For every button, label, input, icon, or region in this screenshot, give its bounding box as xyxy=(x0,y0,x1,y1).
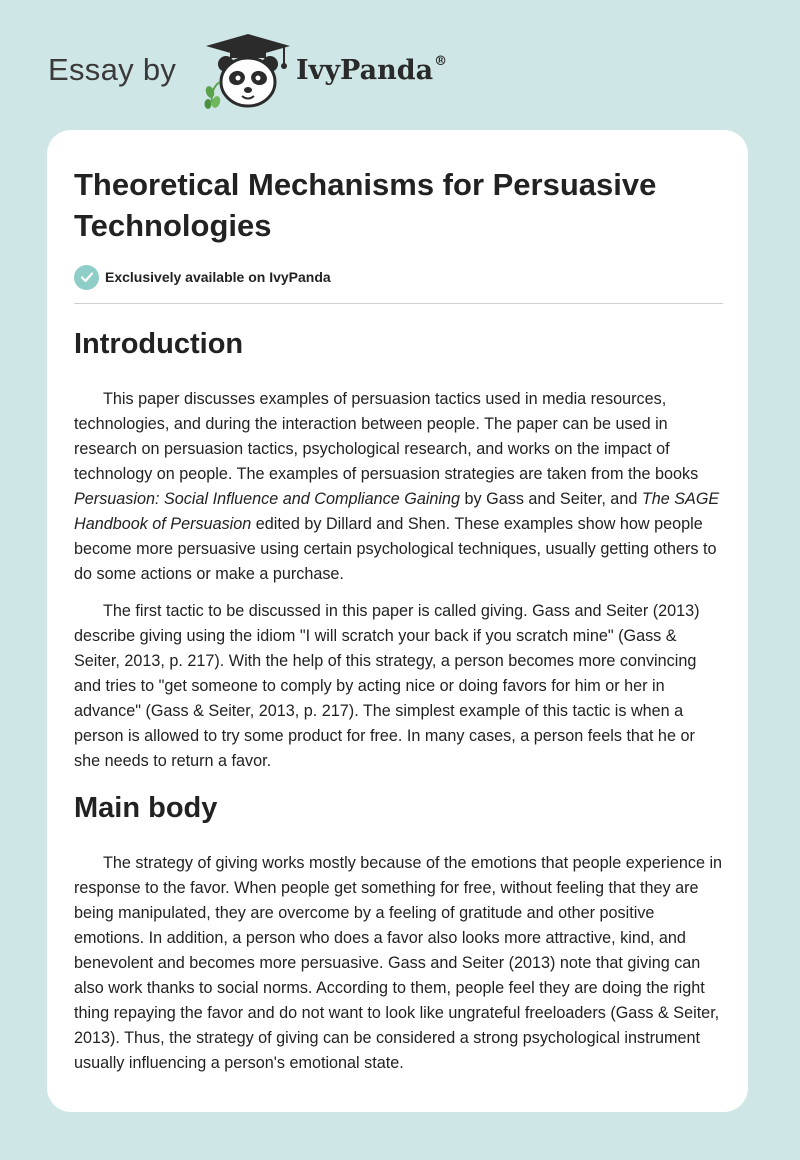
paragraph: The strategy of giving works mostly because of the emotions that people experience in response to the favor. When people get something for free, without feeling that they are being manipulated, they are overcome by a feeling of gratitude and other positive emotions. In addition, a person who does a favor also looks more attractive, kind, and benevolent and becomes more persuasive. Gass and Seiter (2013) note that giving can also work thanks to social norms. According to them, people feel they are doing the right thing repaying the favor and do not want to look like ungrateful freeloaders (Gass & Seiter, 2013). Thus, the strategy of giving can be considered a strong psychological instrument usually influencing a person's emotional state. xyxy=(74,854,723,1072)
section-heading-introduction: Introduction xyxy=(74,328,244,360)
paragraph: The first tactic to be discussed in this paper is called giving. Gass and Seiter (2013) describe giving using the idiom "I will scratch your back if you scratch mine" (Gass & Seiter, 2013, p. 217). With the help of this strategy, a person becomes more convincing and tries to "get someone to comply by acting nice or doing favors for him or her in advance" (Gass & Seiter, 2013, p. 217). The simplest example of this tactic is when a person is allowed to try some product for free. In many cases, a person feels that he or she needs to return a favor. xyxy=(74,602,700,770)
book-title: Persuasion: Social Influence and Compliance Gaining xyxy=(74,490,461,508)
registered-mark: ® xyxy=(434,54,448,69)
exclusive-badge xyxy=(74,264,331,290)
page-title: Theoretical Mechanisms for Persuasive Technologies xyxy=(74,167,657,243)
check-icon xyxy=(74,265,99,290)
divider xyxy=(74,303,723,304)
essay-card xyxy=(47,130,748,1112)
essay-content xyxy=(74,322,723,1076)
paragraph xyxy=(74,387,723,587)
book-title: The SAGE Handbook of Persuasion xyxy=(74,490,720,533)
brand-name-text: IvyPanda xyxy=(296,55,434,86)
paragraph-text: This paper discusses examples of persuasion tactics used in media resources, technologies, and during the interaction between people. The paper can be used in research on persuasion tactics, psychological research, and works on the impact of technology on people. The examples of persuasion strategies are taken from the books xyxy=(74,390,699,483)
site-header xyxy=(0,0,800,130)
section-heading-main-body: Main body xyxy=(74,792,218,824)
badge-text: Exclusively available on IvyPanda xyxy=(105,269,331,285)
paragraph-text: by Gass and Seiter, and xyxy=(460,490,642,508)
brand-prefix: Essay by xyxy=(48,52,177,87)
panda-logo-icon[interactable] xyxy=(200,32,300,110)
brand-name[interactable] xyxy=(296,55,447,86)
paragraph-text: edited by Dillard and Shen. These examples show how people become more persuasive using certain psychological techniques, usually getting others to do some actions or make a purchase. xyxy=(74,515,717,583)
